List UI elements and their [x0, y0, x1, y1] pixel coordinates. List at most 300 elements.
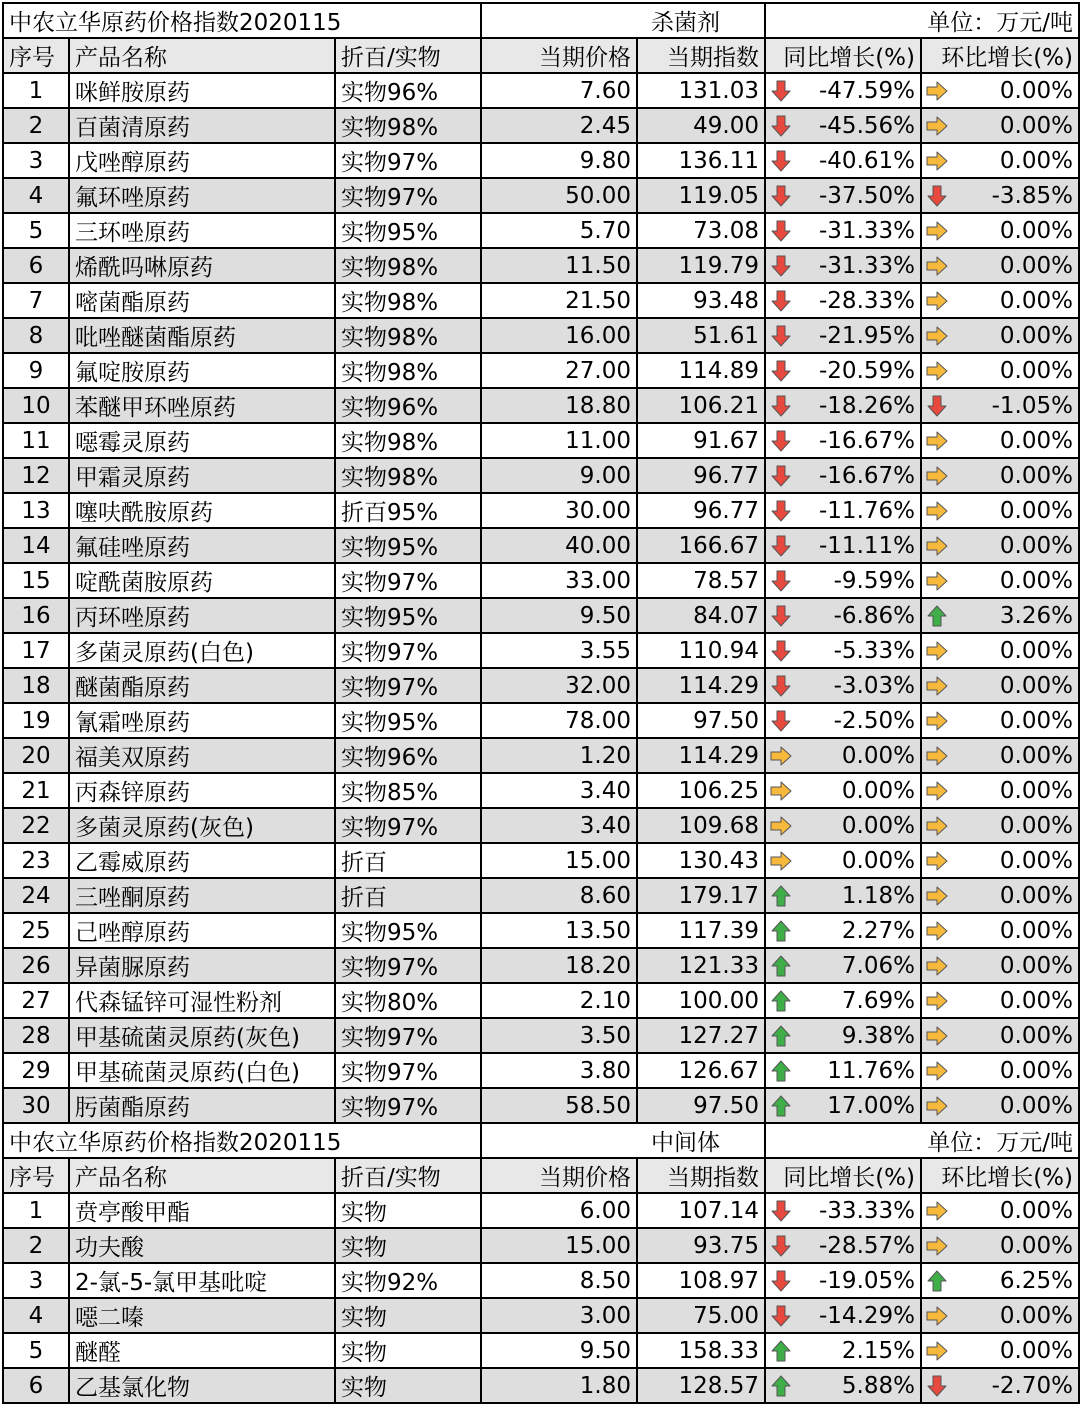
- yoy-value: 7.06%: [841, 952, 915, 979]
- product-name: 吡唑醚菌酯原药: [69, 318, 335, 353]
- index-cell: 126.67: [637, 1053, 765, 1088]
- mom-value: 0.00%: [999, 77, 1073, 104]
- spec-cell: 实物: [335, 1368, 481, 1403]
- spec-cell: 实物: [335, 1333, 481, 1368]
- price-cell: 8.60: [481, 878, 637, 913]
- spec-cell: 实物98%: [335, 423, 481, 458]
- mom-cell: [921, 808, 1079, 843]
- mom-value: 0.00%: [999, 147, 1073, 174]
- arrow-down-icon: [769, 289, 793, 313]
- spec-cell: 实物: [335, 1298, 481, 1333]
- table-row: [3, 143, 1079, 178]
- arrow-down-icon: [769, 534, 793, 558]
- price-cell: 78.00: [481, 703, 637, 738]
- row-number: 28: [3, 1018, 69, 1053]
- mom-cell: [921, 1193, 1079, 1228]
- mom-value: 0.00%: [999, 812, 1073, 839]
- arrow-right-icon: [769, 744, 793, 768]
- yoy-cell: [765, 143, 921, 178]
- column-header: 序号: [3, 1158, 69, 1193]
- price-cell: 18.20: [481, 948, 637, 983]
- product-name: 噁二嗪: [69, 1298, 335, 1333]
- arrow-right-icon: [925, 149, 949, 173]
- mom-cell: [921, 1298, 1079, 1333]
- price-cell: 11.50: [481, 248, 637, 283]
- spec-cell: 实物97%: [335, 808, 481, 843]
- category-label: 杀菌剂: [481, 3, 765, 38]
- row-number: 5: [3, 1333, 69, 1368]
- mom-cell: [921, 563, 1079, 598]
- table-row: [3, 808, 1079, 843]
- mom-cell: [921, 178, 1079, 213]
- index-cell: 97.50: [637, 703, 765, 738]
- spec-cell: 实物80%: [335, 983, 481, 1018]
- mom-value: 0.00%: [999, 1232, 1073, 1259]
- product-name: 己唑醇原药: [69, 913, 335, 948]
- arrow-down-icon: [769, 184, 793, 208]
- index-cell: 97.50: [637, 1088, 765, 1123]
- mom-value: 0.00%: [999, 497, 1073, 524]
- mom-cell: [921, 1228, 1079, 1263]
- column-header-row: [3, 1158, 1079, 1193]
- arrow-right-icon: [769, 814, 793, 838]
- arrow-right-icon: [925, 989, 949, 1013]
- yoy-cell: [765, 1368, 921, 1403]
- price-cell: 1.80: [481, 1368, 637, 1403]
- spec-cell: 实物97%: [335, 633, 481, 668]
- index-cell: 107.14: [637, 1193, 765, 1228]
- price-cell: 2.10: [481, 983, 637, 1018]
- table-row: [3, 563, 1079, 598]
- product-name: 三环唑原药: [69, 213, 335, 248]
- mom-value: 0.00%: [999, 1022, 1073, 1049]
- yoy-cell: [765, 773, 921, 808]
- table-row: [3, 388, 1079, 423]
- mom-cell: [921, 528, 1079, 563]
- spec-cell: 实物97%: [335, 948, 481, 983]
- yoy-value: 0.00%: [841, 847, 915, 874]
- table-row: [3, 1263, 1079, 1298]
- arrow-right-icon: [769, 779, 793, 803]
- mom-cell: [921, 1368, 1079, 1403]
- category-label: 中间体: [481, 1123, 765, 1158]
- price-cell: 3.80: [481, 1053, 637, 1088]
- spec-cell: 实物85%: [335, 773, 481, 808]
- arrow-right-icon: [925, 219, 949, 243]
- yoy-cell: [765, 1053, 921, 1088]
- arrow-down-icon: [925, 1374, 949, 1398]
- yoy-cell: [765, 283, 921, 318]
- mom-cell: [921, 878, 1079, 913]
- price-cell: 3.00: [481, 1298, 637, 1333]
- mom-value: 0.00%: [999, 357, 1073, 384]
- mom-value: 0.00%: [999, 1057, 1073, 1084]
- price-cell: 9.80: [481, 143, 637, 178]
- spec-cell: 实物97%: [335, 1053, 481, 1088]
- arrow-down-icon: [769, 639, 793, 663]
- unit-label: 单位：万元/吨: [765, 1123, 1079, 1158]
- product-name: 咪鲜胺原药: [69, 73, 335, 108]
- arrow-up-icon: [769, 919, 793, 943]
- mom-value: 6.25%: [999, 1267, 1073, 1294]
- price-cell: 9.00: [481, 458, 637, 493]
- arrow-up-icon: [769, 1374, 793, 1398]
- mom-cell: [921, 73, 1079, 108]
- product-name: 肟菌酯原药: [69, 1088, 335, 1123]
- row-number: 24: [3, 878, 69, 913]
- arrow-right-icon: [925, 79, 949, 103]
- spec-cell: 实物98%: [335, 353, 481, 388]
- row-number: 1: [3, 1193, 69, 1228]
- index-cell: 114.89: [637, 353, 765, 388]
- table-row: [3, 878, 1079, 913]
- row-number: 12: [3, 458, 69, 493]
- mom-cell: [921, 703, 1079, 738]
- yoy-value: 9.38%: [841, 1022, 915, 1049]
- table-row: [3, 318, 1079, 353]
- arrow-right-icon: [925, 1059, 949, 1083]
- row-number: 29: [3, 1053, 69, 1088]
- spec-cell: 实物98%: [335, 283, 481, 318]
- arrow-down-icon: [769, 499, 793, 523]
- arrow-right-icon: [925, 1199, 949, 1223]
- arrow-right-icon: [925, 674, 949, 698]
- section-title-row: [3, 3, 1079, 38]
- arrow-down-icon: [769, 1304, 793, 1328]
- table-row: [3, 668, 1079, 703]
- yoy-value: -47.59%: [819, 77, 915, 104]
- index-cell: 114.29: [637, 668, 765, 703]
- index-cell: 93.48: [637, 283, 765, 318]
- yoy-value: -45.56%: [819, 112, 915, 139]
- yoy-cell: [765, 388, 921, 423]
- table-row: [3, 738, 1079, 773]
- table-row: [3, 843, 1079, 878]
- price-cell: 6.00: [481, 1193, 637, 1228]
- table-row: [3, 983, 1079, 1018]
- arrow-right-icon: [925, 954, 949, 978]
- row-number: 8: [3, 318, 69, 353]
- yoy-value: -37.50%: [819, 182, 915, 209]
- arrow-right-icon: [925, 499, 949, 523]
- index-cell: 131.03: [637, 73, 765, 108]
- yoy-cell: [765, 73, 921, 108]
- yoy-cell: [765, 1018, 921, 1053]
- table-row: [3, 948, 1079, 983]
- spec-cell: 实物96%: [335, 738, 481, 773]
- table-row: [3, 353, 1079, 388]
- yoy-value: 1.18%: [841, 882, 915, 909]
- arrow-up-icon: [769, 1024, 793, 1048]
- index-cell: 93.75: [637, 1228, 765, 1263]
- price-cell: 30.00: [481, 493, 637, 528]
- table-row: [3, 528, 1079, 563]
- yoy-value: -20.59%: [819, 357, 915, 384]
- row-number: 23: [3, 843, 69, 878]
- row-number: 11: [3, 423, 69, 458]
- index-cell: 127.27: [637, 1018, 765, 1053]
- arrow-down-icon: [769, 1234, 793, 1258]
- mom-cell: [921, 458, 1079, 493]
- table-row: [3, 1298, 1079, 1333]
- table-row: [3, 493, 1079, 528]
- column-header: 产品名称: [69, 1158, 335, 1193]
- spec-cell: 实物92%: [335, 1263, 481, 1298]
- spec-cell: 实物95%: [335, 913, 481, 948]
- column-header: 当期价格: [481, 38, 637, 73]
- yoy-value: -2.50%: [833, 707, 915, 734]
- row-number: 6: [3, 1368, 69, 1403]
- arrow-down-icon: [769, 429, 793, 453]
- index-cell: 75.00: [637, 1298, 765, 1333]
- spec-cell: 折百: [335, 878, 481, 913]
- row-number: 21: [3, 773, 69, 808]
- arrow-right-icon: [925, 289, 949, 313]
- arrow-right-icon: [925, 709, 949, 733]
- product-name: 噁霉灵原药: [69, 423, 335, 458]
- row-number: 22: [3, 808, 69, 843]
- index-cell: 128.57: [637, 1368, 765, 1403]
- spec-cell: 实物95%: [335, 213, 481, 248]
- product-name: 百菌清原药: [69, 108, 335, 143]
- yoy-cell: [765, 983, 921, 1018]
- yoy-value: 2.27%: [841, 917, 915, 944]
- mom-cell: [921, 668, 1079, 703]
- price-cell: 7.60: [481, 73, 637, 108]
- product-name: 氰霜唑原药: [69, 703, 335, 738]
- mom-value: 0.00%: [999, 322, 1073, 349]
- arrow-right-icon: [925, 744, 949, 768]
- yoy-cell: [765, 598, 921, 633]
- arrow-right-icon: [925, 534, 949, 558]
- product-name: 异菌脲原药: [69, 948, 335, 983]
- yoy-cell: [765, 668, 921, 703]
- yoy-cell: [765, 423, 921, 458]
- mom-value: 0.00%: [999, 952, 1073, 979]
- arrow-down-icon: [769, 254, 793, 278]
- index-cell: 96.77: [637, 493, 765, 528]
- table-row: [3, 458, 1079, 493]
- index-cell: 136.11: [637, 143, 765, 178]
- arrow-right-icon: [925, 1304, 949, 1328]
- mom-cell: [921, 1263, 1079, 1298]
- arrow-up-icon: [925, 604, 949, 628]
- yoy-value: -28.33%: [819, 287, 915, 314]
- row-number: 3: [3, 143, 69, 178]
- arrow-right-icon: [925, 1234, 949, 1258]
- table-row: [3, 703, 1079, 738]
- mom-cell: [921, 423, 1079, 458]
- spec-cell: 实物97%: [335, 143, 481, 178]
- spec-cell: 实物97%: [335, 1088, 481, 1123]
- row-number: 7: [3, 283, 69, 318]
- yoy-value: -33.33%: [819, 1197, 915, 1224]
- arrow-right-icon: [925, 1024, 949, 1048]
- yoy-cell: [765, 808, 921, 843]
- row-number: 4: [3, 1298, 69, 1333]
- price-cell: 9.50: [481, 1333, 637, 1368]
- mom-cell: [921, 633, 1079, 668]
- price-cell: 33.00: [481, 563, 637, 598]
- column-header: 产品名称: [69, 38, 335, 73]
- product-name: 醚醛: [69, 1333, 335, 1368]
- yoy-cell: [765, 913, 921, 948]
- price-cell: 13.50: [481, 913, 637, 948]
- row-number: 2: [3, 108, 69, 143]
- price-cell: 2.45: [481, 108, 637, 143]
- column-header: 当期价格: [481, 1158, 637, 1193]
- mom-value: 0.00%: [999, 1092, 1073, 1119]
- yoy-value: 17.00%: [827, 1092, 915, 1119]
- table-row: [3, 283, 1079, 318]
- mom-value: -1.05%: [991, 392, 1073, 419]
- arrow-down-icon: [925, 394, 949, 418]
- yoy-value: 0.00%: [841, 742, 915, 769]
- spec-cell: 实物97%: [335, 668, 481, 703]
- arrow-down-icon: [769, 569, 793, 593]
- yoy-cell: [765, 703, 921, 738]
- row-number: 16: [3, 598, 69, 633]
- product-name: 乙霉威原药: [69, 843, 335, 878]
- arrow-right-icon: [925, 849, 949, 873]
- table-row: [3, 213, 1079, 248]
- mom-cell: [921, 913, 1079, 948]
- spec-cell: 实物98%: [335, 248, 481, 283]
- column-header: 环比增长(%): [921, 1158, 1079, 1193]
- column-header: 环比增长(%): [921, 38, 1079, 73]
- row-number: 10: [3, 388, 69, 423]
- price-cell: 18.80: [481, 388, 637, 423]
- column-header-row: [3, 38, 1079, 73]
- mom-value: 0.00%: [999, 882, 1073, 909]
- yoy-value: -16.67%: [819, 427, 915, 454]
- yoy-cell: [765, 843, 921, 878]
- table-row: [3, 423, 1079, 458]
- table-row: [3, 598, 1079, 633]
- yoy-cell: [765, 563, 921, 598]
- arrow-down-icon: [769, 219, 793, 243]
- row-number: 17: [3, 633, 69, 668]
- mom-value: 0.00%: [999, 567, 1073, 594]
- yoy-value: 2.15%: [841, 1337, 915, 1364]
- arrow-right-icon: [925, 324, 949, 348]
- unit-label: 单位：万元/吨: [765, 3, 1079, 38]
- yoy-value: -3.03%: [833, 672, 915, 699]
- table-row: [3, 1088, 1079, 1123]
- product-name: 代森锰锌可湿性粉剂: [69, 983, 335, 1018]
- yoy-cell: [765, 1298, 921, 1333]
- arrow-right-icon: [925, 884, 949, 908]
- mom-value: 0.00%: [999, 637, 1073, 664]
- yoy-cell: [765, 878, 921, 913]
- index-cell: 73.08: [637, 213, 765, 248]
- row-number: 2: [3, 1228, 69, 1263]
- arrow-down-icon: [769, 604, 793, 628]
- yoy-cell: [765, 178, 921, 213]
- spec-cell: 实物97%: [335, 178, 481, 213]
- price-cell: 5.70: [481, 213, 637, 248]
- index-cell: 110.94: [637, 633, 765, 668]
- yoy-value: 0.00%: [841, 812, 915, 839]
- yoy-value: -5.33%: [833, 637, 915, 664]
- arrow-down-icon: [769, 1269, 793, 1293]
- mom-value: 0.00%: [999, 427, 1073, 454]
- arrow-down-icon: [925, 184, 949, 208]
- index-cell: 91.67: [637, 423, 765, 458]
- mom-cell: [921, 773, 1079, 808]
- yoy-cell: [765, 948, 921, 983]
- index-cell: 166.67: [637, 528, 765, 563]
- mom-value: 0.00%: [999, 742, 1073, 769]
- yoy-cell: [765, 633, 921, 668]
- yoy-value: -40.61%: [819, 147, 915, 174]
- section-title-row: [3, 1123, 1079, 1158]
- price-cell: 15.00: [481, 1228, 637, 1263]
- price-cell: 32.00: [481, 668, 637, 703]
- price-cell: 21.50: [481, 283, 637, 318]
- arrow-right-icon: [925, 464, 949, 488]
- yoy-value: 5.88%: [841, 1372, 915, 1399]
- arrow-up-icon: [769, 1094, 793, 1118]
- spec-cell: 实物: [335, 1228, 481, 1263]
- price-cell: 3.40: [481, 808, 637, 843]
- product-name: 烯酰吗啉原药: [69, 248, 335, 283]
- row-number: 6: [3, 248, 69, 283]
- index-cell: 130.43: [637, 843, 765, 878]
- product-name: 多菌灵原药(白色): [69, 633, 335, 668]
- arrow-up-icon: [769, 1339, 793, 1363]
- table-row: [3, 248, 1079, 283]
- spec-cell: 折百95%: [335, 493, 481, 528]
- yoy-cell: [765, 738, 921, 773]
- price-cell: 3.40: [481, 773, 637, 808]
- mom-value: 0.00%: [999, 252, 1073, 279]
- index-cell: 100.00: [637, 983, 765, 1018]
- yoy-cell: [765, 1088, 921, 1123]
- row-number: 26: [3, 948, 69, 983]
- yoy-cell: [765, 213, 921, 248]
- table-row: [3, 108, 1079, 143]
- index-cell: 78.57: [637, 563, 765, 598]
- mom-value: 0.00%: [999, 1337, 1073, 1364]
- arrow-down-icon: [769, 1199, 793, 1223]
- yoy-cell: [765, 1228, 921, 1263]
- row-number: 9: [3, 353, 69, 388]
- arrow-down-icon: [769, 79, 793, 103]
- index-cell: 108.97: [637, 1263, 765, 1298]
- yoy-cell: [765, 248, 921, 283]
- column-header: 当期指数: [637, 1158, 765, 1193]
- column-header: 同比增长(%): [765, 38, 921, 73]
- mom-value: 0.00%: [999, 672, 1073, 699]
- mom-value: 0.00%: [999, 217, 1073, 244]
- row-number: 20: [3, 738, 69, 773]
- arrow-right-icon: [925, 359, 949, 383]
- spec-cell: 实物95%: [335, 598, 481, 633]
- price-cell: 8.50: [481, 1263, 637, 1298]
- price-cell: 58.50: [481, 1088, 637, 1123]
- report-title: 中农立华原药价格指数2020115: [3, 1123, 481, 1158]
- index-cell: 49.00: [637, 108, 765, 143]
- spec-cell: 实物98%: [335, 458, 481, 493]
- row-number: 15: [3, 563, 69, 598]
- yoy-value: -31.33%: [819, 252, 915, 279]
- index-cell: 84.07: [637, 598, 765, 633]
- yoy-cell: [765, 1263, 921, 1298]
- spec-cell: 实物95%: [335, 703, 481, 738]
- mom-value: 0.00%: [999, 532, 1073, 559]
- product-name: 福美双原药: [69, 738, 335, 773]
